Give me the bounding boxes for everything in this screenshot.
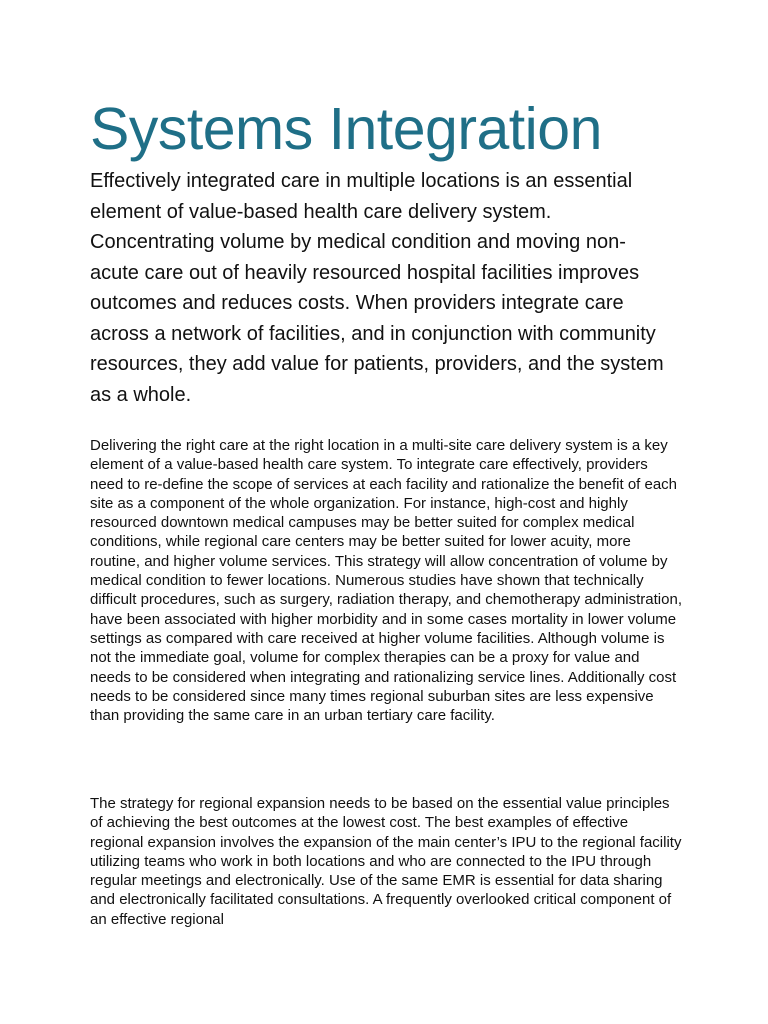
page-title: Systems Integration <box>90 96 602 162</box>
lead-paragraph: Effectively integrated care in multiple locations is an essential element of value-based health care delivery system. Concentrating volume by medical condition and moving non-acute care out of heavily resourced hospital facilities improves outcomes and reduces costs. When providers integrate care across a network of facilities, and in conjunction with community resources, they add value for patients, providers, and the system as a whole. <box>90 170 664 406</box>
body-paragraph-1: Delivering the right care at the right location in a multi-site care delivery system is a key element of a value-based health care system. To integrate care effectively, providers need to re-define the scope of services at each facility and rationalize the benefit of each site as a component of the whole organization. For instance, high-cost and highly resourced downtown medical campuses may be better suited for complex medical conditions, while regional care centers may be better suited for lower acuity, more routine, and higher volume services. This strategy will allow concentration of volume by medical condition to fewer locations. Numerous studies have shown that technically difficult procedures, such as surgery, radiation therapy, and chemotherapy administration, have been associated with higher morbidity and in some cases mortality in lower volume settings as compared with care received at higher volume facilities. Although volume is not the immediate goal, volume for complex therapies can be a proxy for value and needs to be considered when integrating and rationalizing service lines. Additionally cost needs to be considered since many times regional suburban sites are less expensive than providing the same care in an urban tertiary care facility. <box>90 437 682 725</box>
body-paragraph-2: The strategy for regional expansion needs to be based on the essential value principles of achieving the best outcomes at the lowest cost. The best examples of effective regional expansion involves the expansion of the main center’s IPU to the regional facility utilizing teams who work in both locations and who are connected to the IPU through regular meetings and electronically. Use of the same EMR is essential for data sharing and electronically facilitated consultations. A frequently overlooked critical component of an effective regional <box>90 795 682 928</box>
